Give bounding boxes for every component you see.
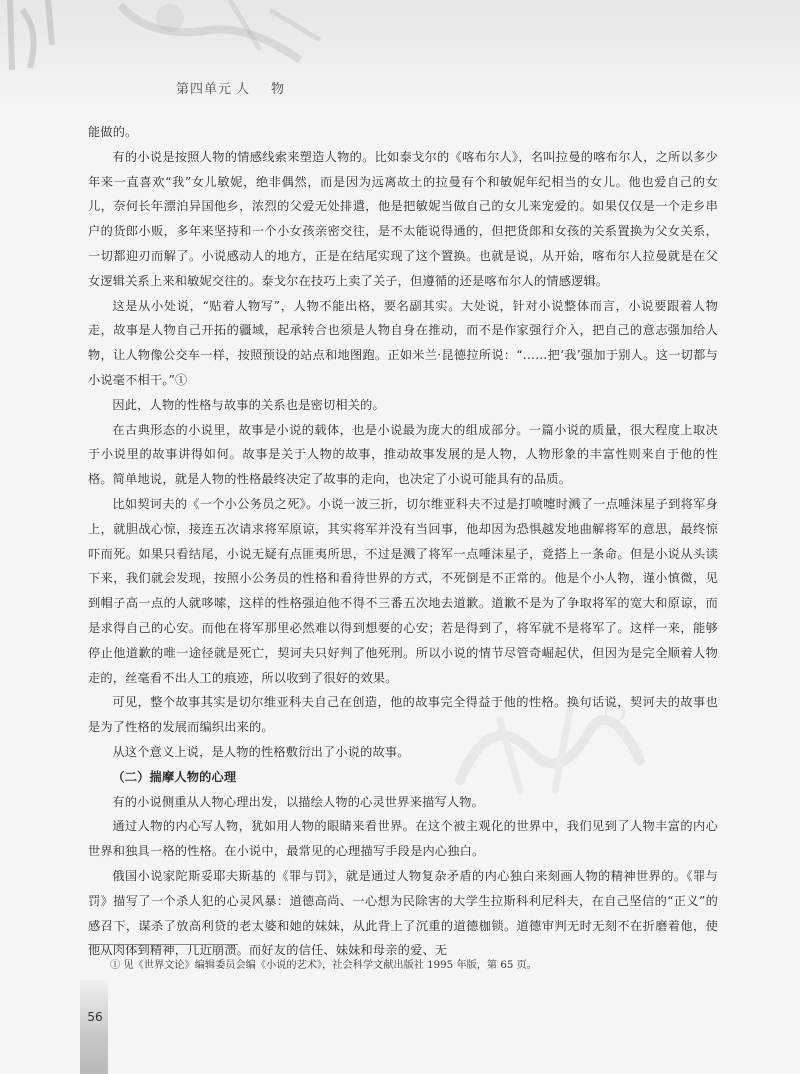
page-number-tab	[80, 980, 108, 1074]
page-number: 56	[87, 1010, 103, 1024]
paragraph: 有的小说是按照人物的情感线索来塑造人物的。比如泰戈尔的《喀布尔人》，名叫拉曼的喀布尔人，之所以多少年来一直喜欢“我”女儿敏妮，绝非偶然，而是因为远离故土的拉曼有个和敏妮年纪相当的女儿。他也爱自己的女儿，奈何长年漂泊异国他乡，浓烈的父爱无处排遣，他是把敏妮当做自己的女儿来宠爱的。如果仅仅是一个走乡串户的货郎小贩，多年来坚持和一个小女孩亲密交往，是不太能说得通的，但把货郎和女孩的关系置换为父女关系，一切都迎刃而解了。小说感动人的地方，正是在结尾实现了这个置换。也就是说，从开始，喀布尔人拉曼就是在父女逻辑关系上来和敏妮交往的。泰戈尔在技巧上卖了关子，但遵循的还是喀布尔人的情感逻辑。	[88, 149, 718, 288]
footnote-divider	[88, 944, 238, 945]
paragraph: 俄国小说家陀斯妥耶夫斯基的《罪与罚》，就是通过人物复杂矛盾的内心独白来刻画人物的精神世界的。《罪与罚》描写了一个杀人犯的心灵风暴：道德高尚、一心想为民除害的大学生拉斯科利尼科夫，在自己坚信的“正义”的感召下，谋杀了放高利贷的老太婆和她的妹妹，从此背上了沉重的道德枷锁。道德审判无时无刻不在折磨着他，使他从肉体到精神，几近崩溃。而好友的信任、妹妹和母亲的爱、无	[88, 868, 718, 958]
paragraph: 通过人物的内心写人物，犹如用人物的眼睛来看世界。在这个被主观化的世界中，我们见到了人物丰富的内心世界和独具一格的性格。在小说中，最常见的心理描写手段是内心独白。	[88, 819, 718, 859]
paragraph: 这是从小处说，“贴着人物写”，人物不能出格，要名副其实。大处说，针对小说整体而言，小说要跟着人物走，故事是人物自己开拓的疆域，起承转合也须是人物自身在推动，而不是作家强行介入，把自己的意志强加给人物，让人物像公交车一样，按照预设的站点和地图跑。正如米兰·昆德拉所说：“……把‘我’强加于别人。这一切都与小说毫不相干。”①	[88, 298, 718, 387]
section-heading: （二）揣摩人物的心理	[112, 769, 237, 784]
paragraph: 有的小说侧重从人物心理出发，以描绘人物的心灵世界来描写人物。	[112, 794, 485, 809]
paragraph: 可见，整个故事其实是切尔维亚科夫自己在创造，他的故事完全得益于他的性格。换句话说，契诃夫的故事也是为了性格的发展而编织出来的。	[88, 695, 718, 735]
body-text	[88, 120, 718, 963]
page-header	[0, 0, 800, 104]
paragraph: 在古典形态的小说里，故事是小说的载体，也是小说最为庞大的组成部分。一篇小说的质量，很大程度上取决于小说里的故事讲得如何。故事是关于人物的故事，推动故事发展的是人物，人物形象的丰富性则来自于他的性格。简单地说，就是人物的性格最终决定了故事的走向，也决定了小说可能具有的品质。	[88, 422, 718, 487]
paragraph: 从这个意义上说，是人物的性格敷衍出了小说的故事。	[112, 744, 410, 759]
paragraph: 比如契诃夫的《一个小公务员之死》。小说一波三折，切尔维亚科夫不过是打喷嚏时溅了一点唾沫星子到将军身上，就胆战心惊，接连五次请求将军原谅，其实将军并没有当回事，他却因为恐惧越发地曲解将军的意思，最终惊吓而死。如果只看结尾，小说无疑有点匪夷所思，不过是溅了将军一点唾沫星子，竟搭上一条命。但是小说从头读下来，我们就会发现，按照小公务员的性格和看待世界的方式，不死倒是不正常的。他是个小人物，谨小慎微，见到帽子高一点的人就哆嗦，这样的性格强迫他不得不三番五次地去道歉。道歉不是为了争取将军的宽大和原谅，而是求得自己的心安。而他在将军那里必然难以得到想要的心安；若是得到了，将军就不是将军了。这样一来，能够停止他道歉的唯一途径就是死亡，契诃夫只好判了他死刑。所以小说的情节尽管奇崛起伏，但因为是完全顺着人物走的，丝毫看不出人工的痕迹，所以收到了很好的效果。	[88, 496, 718, 685]
paragraph: 因此，人物的性格与故事的关系也是密切相关的。	[112, 397, 385, 412]
paragraph: 能做的。	[88, 125, 138, 139]
unit-label: 第四单元	[176, 82, 233, 97]
unit-name: 人物	[236, 82, 307, 97]
footnote: ① 见《世界文论》编辑委员会编《小说的艺术》，社会科学文献出版社 1995 年版，第 65 页。	[110, 960, 537, 971]
